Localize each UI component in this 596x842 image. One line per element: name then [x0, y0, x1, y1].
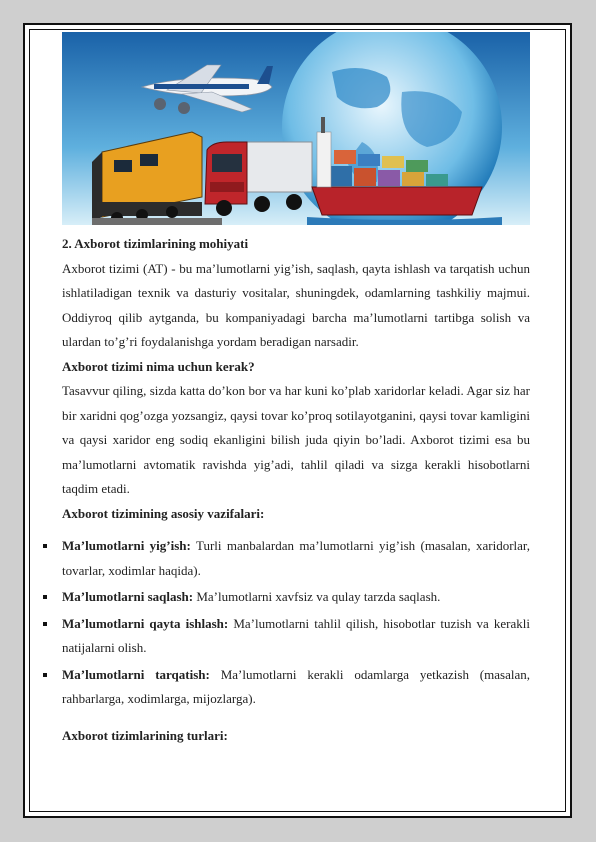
truck-icon [205, 142, 312, 216]
subheading-why: Axborot tizimi nima uchun kerak? [62, 358, 255, 374]
subheading-types: Axborot tizimlarining turlari: [62, 727, 228, 743]
list-item-term: Ma’lumotlarni qayta ishlash: [62, 615, 229, 631]
functions-list [62, 534, 530, 712]
list-item [62, 534, 530, 583]
list-item-text: Ma’lumotlarni tahlil qilish, hisobotlar tuzish va kerakli natijalarni olish. [62, 615, 530, 655]
list-item [62, 585, 530, 610]
list-item-text: Ma’lumotlarni xavfsiz va qulay tarzda saqlash. [193, 589, 441, 604]
list-item [62, 663, 530, 712]
list-item-text: Turli manbalardan ma’lumotlarni yig’ish (masalan, xaridorlar, tovarlar, xodimlar haqida). [62, 538, 530, 578]
document-body [62, 232, 530, 748]
list-item-term: Ma’lumotlarni tarqatish: [62, 666, 210, 682]
paragraph-example: Tasavvur qiling, sizda katta do’kon bor va har kuni ko’plab xaridorlar keladi. Agar siz har bir xaridni qog’ozga yozsangiz, qaysi tovar ko’proq sotilayotganini, qaysi tovar kamligini va qaysi xaridor eng sodiq ekanligini bilish juda qiyin bo’ladi. Axborot tizimi esa bu ma’lumotlarni avtomatik ravishda yig’adi, tahlil qiladi va sizga kerakli hisobotlarni taqdim etadi. [62, 383, 530, 496]
list-item-term: Ma’lumotlarni saqlash: [62, 589, 194, 604]
paragraph-definition: Axborot tizimi (AT) - bu ma’lumotlarni yig’ish, saqlash, qayta ishlash va tarqatish uchun ishlatiladigan texnik va dasturiy vositalar, shuningdek, odamlarning tashkiliy majmui. Oddiyroq qilib aytganda, bu kompaniyadagi barcha ma’lumotlarni tartibga solish va ulardan to’g’ri foydalanishga yordam beradigan narsadir. [62, 260, 530, 349]
list-item-text: Ma’lumotlarni kerakli odamlarga yetkazish (masalan, rahbarlarga, xodimlarga, mijozlarga). [62, 666, 530, 706]
list-item [62, 612, 530, 661]
transport-logistics-image [62, 32, 530, 225]
subheading-functions: Axborot tizimining asosiy vazifalari: [62, 505, 265, 521]
section-heading: 2. Axborot tizimlarining mohiyati [62, 236, 249, 251]
list-item-term: Ma’lumotlarni yig’ish: [62, 538, 191, 553]
